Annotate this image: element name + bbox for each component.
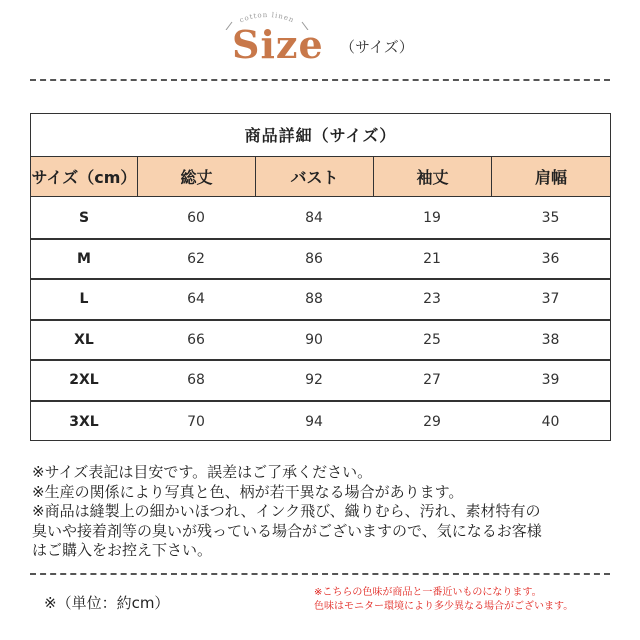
cell-length: 66 — [187, 331, 205, 348]
color-note — [314, 586, 573, 614]
cell-length: 70 — [187, 413, 205, 430]
cell-shoulder: 38 — [541, 331, 560, 348]
cell-shoulder: 39 — [541, 372, 560, 389]
cell-bust: 90 — [305, 331, 323, 348]
header-length: 総丈 — [137, 157, 255, 196]
divider-top — [30, 79, 610, 81]
cell-sleeve: 21 — [423, 250, 441, 267]
logo-arc-text: cotton linen — [238, 10, 296, 25]
cell-bust: 86 — [305, 250, 323, 267]
cell-size: XL — [74, 331, 94, 348]
header-shoulder: 肩幅 — [491, 157, 610, 196]
table-title: 商品詳細（サイズ） — [31, 114, 610, 157]
cell-sleeve: 25 — [423, 331, 441, 348]
cell-shoulder: 37 — [541, 291, 560, 308]
cell-shoulder: 35 — [541, 210, 560, 227]
table-row — [31, 240, 610, 281]
cell-bust: 92 — [305, 372, 323, 389]
cell-size: L — [79, 291, 89, 308]
cell-length: 68 — [187, 372, 205, 389]
cell-length: 60 — [187, 210, 205, 227]
cell-sleeve: 23 — [423, 291, 441, 308]
header-sleeve: 袖丈 — [373, 157, 491, 196]
table-row — [31, 402, 610, 443]
divider-bottom — [30, 573, 610, 575]
table-row — [31, 280, 610, 321]
unit-note: ※（単位：約cm） — [44, 594, 170, 612]
cell-size: M — [77, 250, 91, 267]
cell-shoulder: 40 — [541, 413, 560, 430]
table-row — [31, 321, 610, 362]
cell-sleeve: 29 — [423, 413, 441, 430]
cell-size: 2XL — [69, 372, 99, 389]
note-line: はご購入をお控え下さい。 — [32, 541, 213, 559]
cell-bust: 84 — [305, 210, 323, 227]
note-line: 臭いや接着剤等の臭いが残っている場合がございますので、気になるお客様 — [32, 521, 542, 540]
cell-sleeve: 27 — [423, 372, 441, 389]
cell-bust: 94 — [305, 413, 323, 430]
cell-size: S — [78, 210, 90, 227]
note-line: ※商品は縫製上の細かいほつれ、インク飛び、織りむら、汚れ、素材特有の — [32, 502, 541, 520]
header-subtitle: （サイズ） — [340, 38, 414, 56]
note-line: ※生産の関係により写真と色、柄が若干異なる場合があります。 — [32, 482, 464, 501]
table-row — [31, 361, 610, 402]
note-line: ※サイズ表記は目安です。誤差はご了承ください。 — [32, 463, 373, 481]
cell-sleeve: 19 — [423, 210, 441, 227]
table-header-row — [31, 157, 610, 197]
table-body — [31, 199, 610, 440]
cell-length: 62 — [187, 250, 205, 267]
color-note-line1: ※こちらの色味が商品と一番近いものになります。 — [314, 587, 542, 598]
notes-block — [32, 463, 622, 561]
header-size: サイズ（cm） — [31, 168, 137, 187]
cell-size: 3XL — [69, 413, 99, 430]
table-row — [31, 199, 610, 240]
size-table — [30, 113, 611, 441]
header-bust: バスト — [255, 157, 373, 196]
cell-length: 64 — [187, 291, 205, 308]
color-note-line2: 色味はモニター環境により多少異なる場合がございます。 — [314, 601, 574, 612]
cell-bust: 88 — [305, 291, 323, 308]
logo-size-word: Size — [232, 22, 324, 67]
cell-shoulder: 36 — [541, 250, 560, 267]
